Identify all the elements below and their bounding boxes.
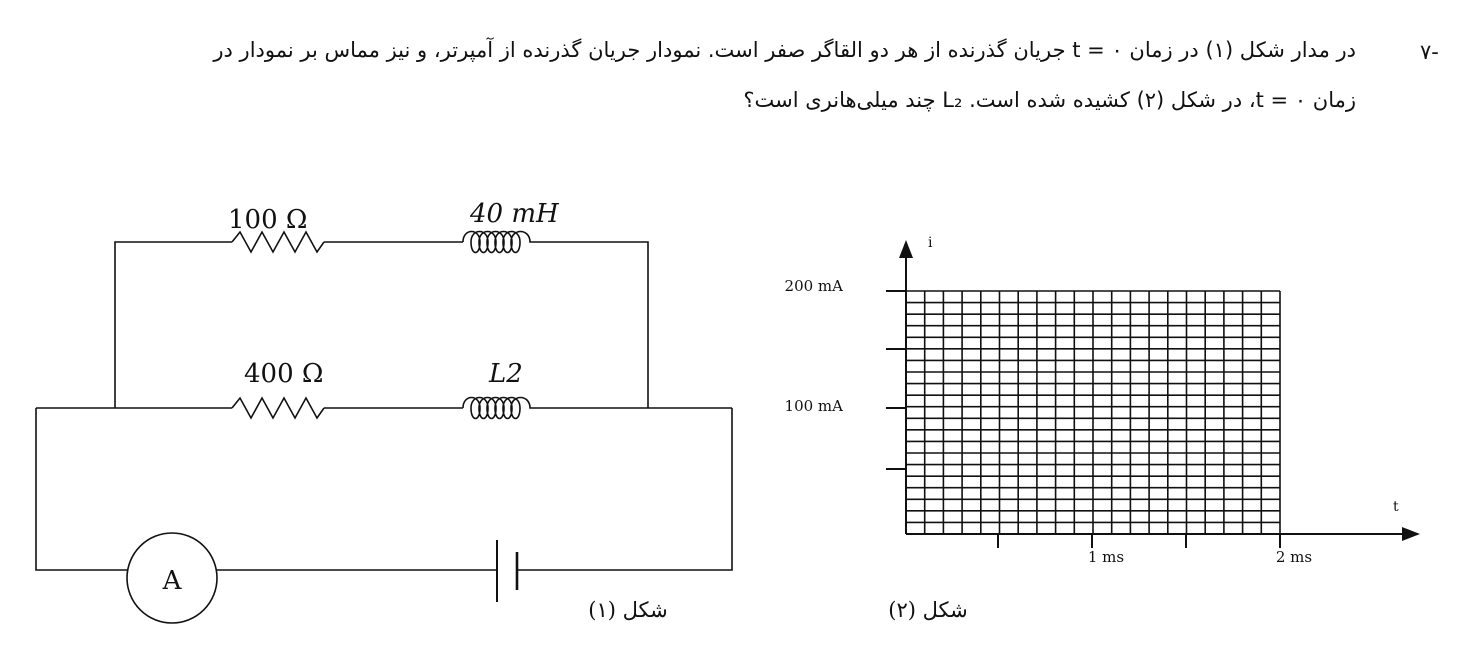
inductor-40mh xyxy=(463,232,548,253)
graph-grid xyxy=(906,291,1280,534)
caption-figure-1: شکل (۱) xyxy=(588,598,668,622)
graph-labels xyxy=(785,235,1399,622)
wire-top-left xyxy=(115,242,232,408)
x-axis-label: t xyxy=(1393,499,1399,515)
y-axis-label: i xyxy=(928,235,933,251)
question-text-line-2: زمان t = ۰، در شکل (۲) کشیده شده است. L₂ چند میلی‌هانری است؟ xyxy=(743,88,1356,112)
graph-axes xyxy=(886,252,1408,548)
circuit-diagram xyxy=(36,232,732,624)
wire-left-outer xyxy=(36,408,128,570)
y-tick-label-100: 100 mA xyxy=(784,397,843,415)
inductor-l2 xyxy=(463,398,548,419)
wire-top-right xyxy=(548,242,648,408)
question-text-line-1: در مدار شکل (۱) در زمان t = ۰ جریان گذرنده از هر دو القاگر صفر است. نمودار جریان گذرنده از آمپرتر، و نیز مماس بر نمودار در xyxy=(213,38,1356,62)
wire-right-outer xyxy=(517,408,732,570)
question-number: -۷ xyxy=(1420,40,1439,64)
x-tick-label-1: 1 ms xyxy=(1087,548,1125,566)
ammeter-label: A xyxy=(162,566,182,596)
x-axis-arrow xyxy=(1402,527,1420,541)
graph-figure xyxy=(785,235,1420,622)
label-r2: 400 Ω xyxy=(244,359,324,389)
resistor-100-ohm xyxy=(232,232,324,252)
resistor-400-ohm xyxy=(232,398,324,418)
label-l1: 40 mH xyxy=(470,199,559,229)
y-tick-label-200: 200 mA xyxy=(784,277,843,295)
x-tick-label-2: 2 ms xyxy=(1275,548,1313,566)
label-l2: L2 xyxy=(489,359,523,389)
circuit-labels xyxy=(162,199,668,622)
label-r1: 100 Ω xyxy=(228,205,308,235)
y-axis-arrow xyxy=(899,240,913,258)
caption-figure-2: شکل (۲) xyxy=(888,598,968,622)
